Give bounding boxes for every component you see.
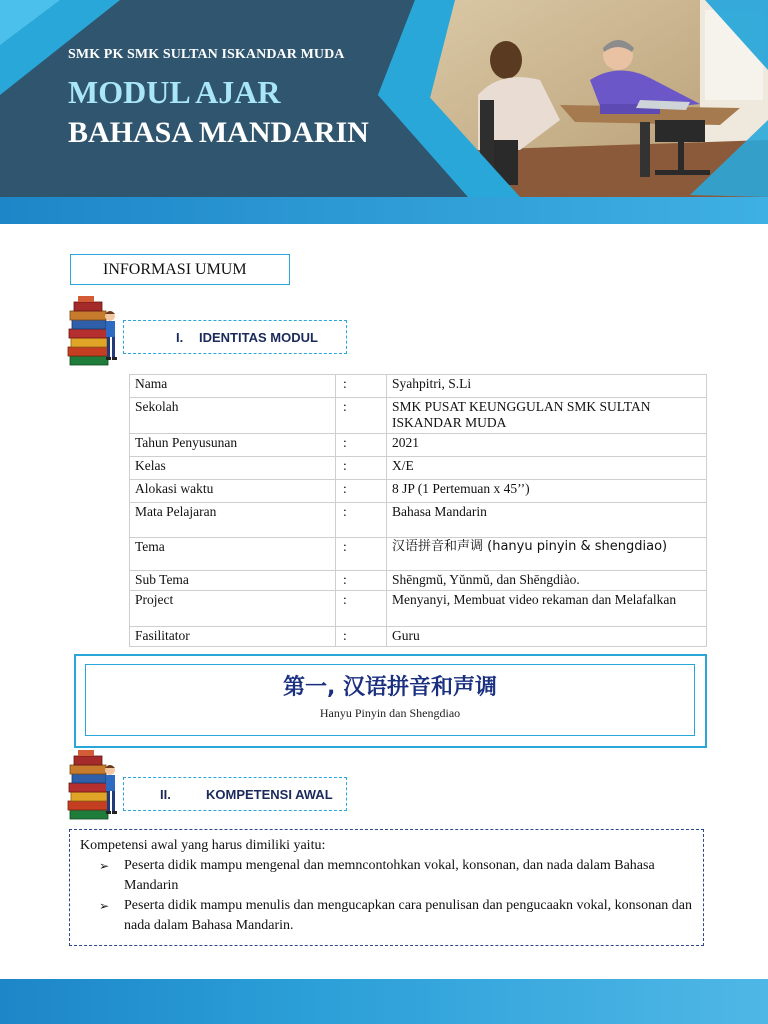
banner-graphic	[0, 0, 768, 224]
row-value: Shēngmŭ, Yŭnmŭ, dan Shēngdiào.	[387, 571, 707, 591]
school-name: SMK PK SMK SULTAN ISKANDAR MUDA	[68, 47, 345, 62]
row-label: Project	[130, 591, 336, 627]
row-value: SMK PUSAT KEUNGGULAN SMK SULTAN ISKANDAR MUDA	[387, 398, 707, 434]
row-separator: :	[336, 480, 387, 503]
row-value: Menyanyi, Membuat video rekaman dan Melafalkan	[387, 591, 707, 627]
table-row	[130, 503, 707, 538]
table-row	[130, 398, 707, 434]
chapter-box	[85, 664, 695, 736]
row-label: Sekolah	[130, 398, 336, 434]
books-reading-child-icon	[66, 294, 122, 368]
table-row	[130, 480, 707, 503]
section-number: I.	[176, 330, 184, 345]
arrowhead-bullet-icon: ➢	[99, 899, 110, 913]
row-label: Kelas	[130, 457, 336, 480]
row-value: Syahpitri, S.Li	[387, 375, 707, 398]
row-separator: :	[336, 627, 387, 647]
row-label: Tahun Penyusunan	[130, 434, 336, 457]
informasi-umum-box: INFORMASI UMUM	[70, 254, 290, 285]
chapter-subtitle: Hanyu Pinyin dan Shengdiao	[319, 706, 461, 720]
row-value: 2021	[387, 434, 707, 457]
books-reading-child-icon	[66, 748, 122, 822]
section-identitas-modul	[123, 320, 347, 354]
competency-item-text: Peserta didik mampu menulis dan mengucapkan cara penulisan dan pengucaakn vokal, konsonan dan nada dalam Bahasa Mandarin.	[124, 898, 692, 933]
row-label: Fasilitator	[130, 627, 336, 647]
section-number: II.	[160, 787, 171, 802]
row-separator: :	[336, 398, 387, 434]
table-row	[130, 591, 707, 627]
row-label: Alokasi waktu	[130, 480, 336, 503]
section-kompetensi-awal	[123, 777, 347, 811]
row-separator: :	[336, 503, 387, 538]
table-row	[130, 375, 707, 398]
row-value: Guru	[387, 627, 707, 647]
competency-intro: Kompetensi awal yang harus dimiliki yaitu:	[80, 838, 326, 853]
row-value: 汉语拼音和声调 (hanyu pinyin & shengdiao)	[387, 538, 707, 571]
competency-item-text: Peserta didik mampu mengenal dan memncontohkan vokal, konsonan, dan nada dalam Bahasa Mandarin	[124, 858, 655, 893]
chapter-title: 第一, 汉语拼音和声调	[282, 675, 498, 700]
row-value: X/E	[387, 457, 707, 480]
row-label: Tema	[130, 538, 336, 571]
module-title-line2: BAHASA MANDARIN	[68, 116, 369, 149]
table-row	[130, 627, 707, 647]
table-row	[130, 457, 707, 480]
competency-box	[69, 829, 704, 946]
row-separator: :	[336, 457, 387, 480]
header-banner	[0, 0, 768, 224]
identity-table	[129, 374, 707, 647]
table-row	[130, 538, 707, 571]
module-title-line1: MODUL AJAR	[68, 74, 281, 110]
row-separator: :	[336, 538, 387, 571]
row-value: Bahasa Mandarin	[387, 503, 707, 538]
row-label: Mata Pelajaran	[130, 503, 336, 538]
row-label: Nama	[130, 375, 336, 398]
footer-band	[0, 979, 768, 1024]
table-row	[130, 434, 707, 457]
section-label: KOMPETENSI AWAL	[206, 787, 333, 802]
row-separator: :	[336, 434, 387, 457]
arrowhead-bullet-icon: ➢	[99, 859, 110, 873]
row-value: 8 JP (1 Pertemuan x 45’’)	[387, 480, 707, 503]
list-item	[80, 896, 693, 936]
row-separator: :	[336, 375, 387, 398]
list-item	[80, 856, 693, 896]
row-separator: :	[336, 591, 387, 627]
section-label: IDENTITAS MODUL	[199, 330, 318, 345]
table-row	[130, 571, 707, 591]
row-separator: :	[336, 571, 387, 591]
row-label: Sub Tema	[130, 571, 336, 591]
